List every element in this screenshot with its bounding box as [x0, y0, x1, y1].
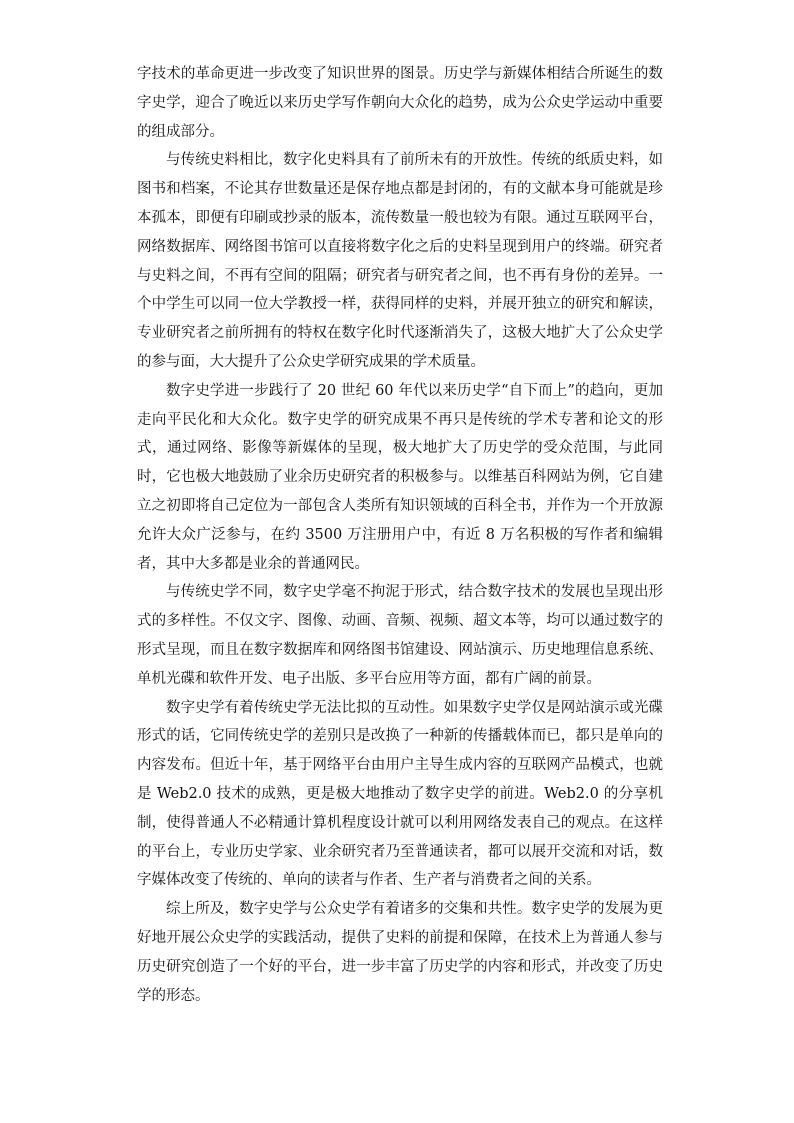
document-body: [137, 60, 663, 1010]
paragraph-3: 数字史学进一步践行了 20 世纪 60 年代以来历史学“自下而上”的趋向，更加走向平民化和大众化。数字史学的研究成果不再只是传统的学术专著和论文的形式，通过网络、影像等新媒体的呈现，极大地扩大了历史学的受众范围，与此同时，它也极大地鼓励了业余历史研究者的积极参与。以维基百科网站为例，它自建立之初即将自己定位为一部包含人类所有知识领域的百科全书，并作为一个开放源允许大众广泛参与，在约 3500 万注册用户中，有近 8 万名积极的写作者和编辑者，其中大多都是业余的普通网民。: [137, 382, 663, 572]
paragraph-1: 字技术的革命更进一步改变了知识世界的图景。历史学与新媒体相结合所诞生的数字史学，迎合了晚近以来历史学写作朝向大众化的趋势，成为公众史学运动中重要的组成部分。: [137, 66, 663, 140]
paragraph-2: 与传统史料相比，数字化史料具有了前所未有的开放性。传统的纸质史料，如图书和档案，不论其存世数量还是保存地点都是封闭的，有的文献本身可能就是珍本孤本，即便有印刷或抄录的版本，流传数量一般也较为有限。通过互联网平台，网络数据库、网络图书馆可以直接将数字化之后的史料呈现到用户的终端。研究者与史料之间，不再有空间的阻隔；研究者与研究者之间，也不再有身份的差异。一个中学生可以同一位大学教授一样，获得同样的史料，并展开独立的研究和解读，专业研究者之前所拥有的特权在数字化时代逐渐消失了，这极大地扩大了公众史学的参与面，大大提升了公众史学研究成果的学术质量。: [137, 152, 663, 370]
paragraph-5: 数字史学有着传统史学无法比拟的互动性。如果数字史学仅是网站演示或光碟形式的话，它同传统史学的差别只是改换了一种新的传播载体而已，都只是单向的内容发布。但近十年，基于网络平台由用户主导生成内容的互联网产品模式，也就是 Web2.0 技术的成熟，更是极大地推动了数字史学的前进。Web2.0 的分享机制，使得普通人不必精通计算机程度设计就可以利用网络发表自己的观点。在这样的平台上，专业历史学家、业余研究者乃至普通读者，都可以展开交流和对话，数字媒体改变了传统的、单向的读者与作者、生产者与消费者之间的关系。: [137, 699, 663, 889]
paragraph-6: 综上所及，数字史学与公众史学有着诸多的交集和共性。数字史学的发展为更好地开展公众史学的实践活动，提供了史料的前提和保障，在技术上为普通人参与历史研究创造了一个好的平台，进一步丰富了历史学的内容和形式，并改变了历史学的形态。: [137, 901, 663, 1004]
paragraph-4: 与传统史学不同，数字史学毫不拘泥于形式，结合数字技术的发展也呈现出形式的多样性。不仅文字、图像、动画、音频、视频、超文本等，均可以通过数字的形式呈现，而且在数字数据库和网络图书馆建设、网站演示、历史地理信息系统、单机光碟和软件开发、电子出版、多平台应用等方面，都有广阔的前景。: [137, 584, 663, 687]
